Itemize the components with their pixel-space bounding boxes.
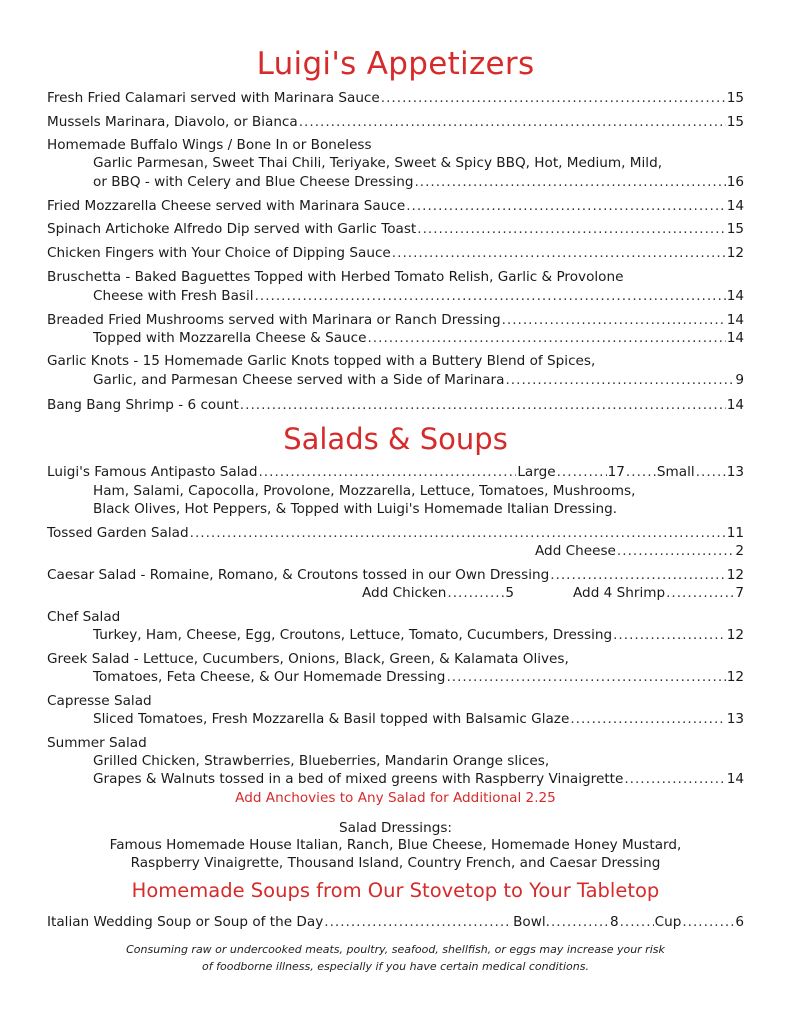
dot-leader: [696, 463, 726, 481]
menu-item-knots-desc: Garlic Knots - 15 Homemade Garlic Knots topped with a Buttery Blend of Spices,: [47, 353, 596, 369]
item-label: Italian Wedding Soup or Soup of the Day: [47, 914, 324, 930]
dot-leader: [624, 770, 725, 788]
greek-salad-title: Greek Salad - Lettuce, Cucumbers, Onions, Black, Green, & Kalamata Olives,: [47, 651, 569, 667]
bowl-price: 8: [609, 914, 619, 930]
item-price: 13: [726, 711, 744, 727]
item-label: or BBQ - with Celery and Blue Cheese Dressing: [93, 174, 414, 190]
dot-leader: [381, 89, 726, 107]
item-label: Fresh Fried Calamari served with Marinara Sauce: [47, 90, 380, 106]
item-label: Topped with Mozzarella Cheese & Sauce: [93, 330, 367, 346]
dot-leader: [417, 220, 725, 238]
anchovies-note: Add Anchovies to Any Salad for Additional 2.25: [235, 790, 556, 806]
size-large-price: 17: [607, 464, 625, 480]
menu-item-mussels: [47, 113, 744, 131]
addon-price: 7: [735, 585, 744, 601]
item-label: Sliced Tomatoes, Fresh Mozzarella & Basil topped with Balsamic Glaze: [93, 711, 570, 727]
item-price: 14: [726, 288, 744, 304]
menu-item-bang-bang-shrimp: [47, 396, 744, 414]
menu-item-calamari: [47, 89, 744, 107]
item-price: 12: [726, 245, 744, 261]
dot-leader: [190, 524, 726, 542]
item-label: Garlic, and Parmesan Cheese served with a Side of Marinara: [93, 372, 505, 388]
menu-item-wings: [93, 173, 744, 191]
dot-leader: [299, 113, 726, 131]
menu-item-greek-salad: [93, 668, 744, 686]
item-label: Tossed Garden Salad: [47, 525, 189, 541]
dot-leader: [324, 913, 512, 931]
dressings-list-2: Raspberry Vinaigrette, Thousand Island, Country French, and Caesar Dressing: [130, 855, 661, 871]
dot-leader: [406, 197, 725, 215]
menu-item-mozzarella: [47, 197, 744, 215]
disclaimer-line-1: Consuming raw or undercooked meats, poultry, seafood, shellfish, or eggs may increase your risk: [126, 943, 665, 956]
item-price: 14: [726, 397, 744, 413]
cup-price: 6: [735, 914, 744, 930]
item-label: Chicken Fingers with Your Choice of Dipping Sauce: [47, 245, 391, 261]
menu-item-caesar: [47, 566, 744, 584]
item-label: Breaded Fried Mushrooms served with Marinara or Ranch Dressing: [47, 312, 501, 328]
menu-item-capresse-salad: [93, 710, 744, 728]
antipasto-desc-2: Black Olives, Hot Peppers, & Topped with Luigi's Homemade Italian Dressing.: [93, 501, 618, 517]
size-large-label: Large: [517, 464, 556, 480]
item-label: Tomatoes, Feta Cheese, & Our Homemade Dressing: [93, 669, 446, 685]
item-price: 15: [726, 114, 744, 130]
capresse-salad-title: Capresse Salad: [47, 693, 152, 709]
addon-label: Add Cheese: [535, 543, 616, 559]
size-small-price: 13: [726, 464, 744, 480]
menu-item-bruschetta-desc: Bruschetta - Baked Baguettes Topped with Herbed Tomato Relish, Garlic & Provolone: [47, 269, 624, 285]
dot-leader: [392, 244, 726, 262]
dot-leader: [626, 463, 656, 481]
item-price: 12: [726, 567, 744, 583]
dot-leader: [613, 626, 726, 644]
addon-price: 5: [505, 585, 514, 601]
menu-item-tossed-salad: [47, 524, 744, 542]
dot-leader: [570, 710, 725, 728]
dressings-list-1: Famous Homemade House Italian, Ranch, Blue Cheese, Homemade Honey Mustard,: [109, 837, 682, 853]
summer-salad-title: Summer Salad: [47, 735, 147, 751]
item-label: Bang Bang Shrimp - 6 count: [47, 397, 239, 413]
item-price: 15: [726, 90, 744, 106]
dot-leader: [620, 913, 654, 931]
menu-item-mushrooms-topped: [93, 329, 744, 347]
menu-item-chef-salad: [93, 626, 744, 644]
dot-leader: [505, 371, 734, 389]
size-small-label: Small: [656, 464, 695, 480]
menu-item-antipasto: [47, 463, 744, 481]
dot-leader: [447, 584, 504, 602]
item-price: 14: [726, 312, 744, 328]
dot-leader: [550, 566, 725, 584]
item-label: Cheese with Fresh Basil: [93, 288, 254, 304]
item-label: Luigi's Famous Antipasto Salad: [47, 464, 258, 480]
menu-item-soup: [47, 913, 744, 931]
menu-item-garlic-knots: [93, 371, 744, 389]
item-price: 12: [726, 627, 744, 643]
antipasto-desc-1: Ham, Salami, Capocolla, Provolone, Mozzarella, Lettuce, Tomatoes, Mushrooms,: [93, 483, 636, 499]
item-price: 14: [726, 198, 744, 214]
addon-shrimp: [573, 584, 744, 602]
menu-item-chicken-fingers: [47, 244, 744, 262]
item-label: Grapes & Walnuts tossed in a bed of mixed greens with Raspberry Vinaigrette: [93, 771, 624, 787]
dot-leader: [367, 329, 725, 347]
dot-leader: [551, 913, 609, 931]
item-label: Mussels Marinara, Diavolo, or Bianca: [47, 114, 298, 130]
item-price: 16: [726, 174, 744, 190]
menu-item-summer-salad: [93, 770, 744, 788]
dot-leader: [682, 913, 734, 931]
addon-chicken: [362, 584, 514, 602]
dot-leader: [240, 396, 726, 414]
summer-salad-desc: Grilled Chicken, Strawberries, Blueberries, Mandarin Orange slices,: [93, 753, 550, 769]
item-label: Spinach Artichoke Alfredo Dip served with Garlic Toast: [47, 221, 417, 237]
addon-label: Add 4 Shrimp: [573, 585, 666, 601]
dot-leader: [502, 311, 726, 329]
item-price: 12: [726, 669, 744, 685]
item-price: 14: [726, 771, 744, 787]
item-label: Turkey, Ham, Cheese, Egg, Croutons, Lettuce, Tomato, Cucumbers, Dressing: [93, 627, 613, 643]
cup-label: Cup: [654, 914, 682, 930]
menu-item-bruschetta: [93, 287, 744, 305]
menu-item-mushrooms: [47, 311, 744, 329]
item-label: Fried Mozzarella Cheese served with Marinara Sauce: [47, 198, 406, 214]
soups-title: Homemade Soups from Our Stovetop to Your Tabletop: [131, 879, 660, 902]
item-price: 11: [726, 525, 744, 541]
item-price: 14: [726, 330, 744, 346]
dressings-heading: Salad Dressings:: [339, 820, 452, 836]
addon-cheese: [535, 542, 744, 560]
dot-leader: [414, 173, 725, 191]
bowl-label: Bowl.: [513, 914, 550, 930]
salads-soups-title: Salads & Soups: [283, 422, 508, 456]
item-label: Caesar Salad - Romaine, Romano, & Croutons tossed in our Own Dressing: [47, 567, 550, 583]
dot-leader: [258, 463, 516, 481]
dot-leader: [666, 584, 734, 602]
item-price: 15: [726, 221, 744, 237]
dot-leader: [617, 542, 734, 560]
chef-salad-title: Chef Salad: [47, 609, 121, 625]
menu-item-wings-title: Homemade Buffalo Wings / Bone In or Boneless: [47, 137, 372, 153]
addon-label: Add Chicken: [362, 585, 447, 601]
disclaimer-line-2: of foodborne illness, especially if you have certain medical conditions.: [202, 960, 589, 973]
menu-item-wings-flavors: Garlic Parmesan, Sweet Thai Chili, Teriyake, Sweet & Spicy BBQ, Hot, Medium, Mild,: [93, 155, 663, 171]
appetizers-title: Luigi's Appetizers: [256, 46, 535, 82]
addon-price: 2: [735, 543, 744, 559]
menu-item-spinach-dip: [47, 220, 744, 238]
item-price: 9: [735, 372, 744, 388]
dot-leader: [446, 668, 725, 686]
dot-leader: [557, 463, 607, 481]
dot-leader: [255, 287, 726, 305]
